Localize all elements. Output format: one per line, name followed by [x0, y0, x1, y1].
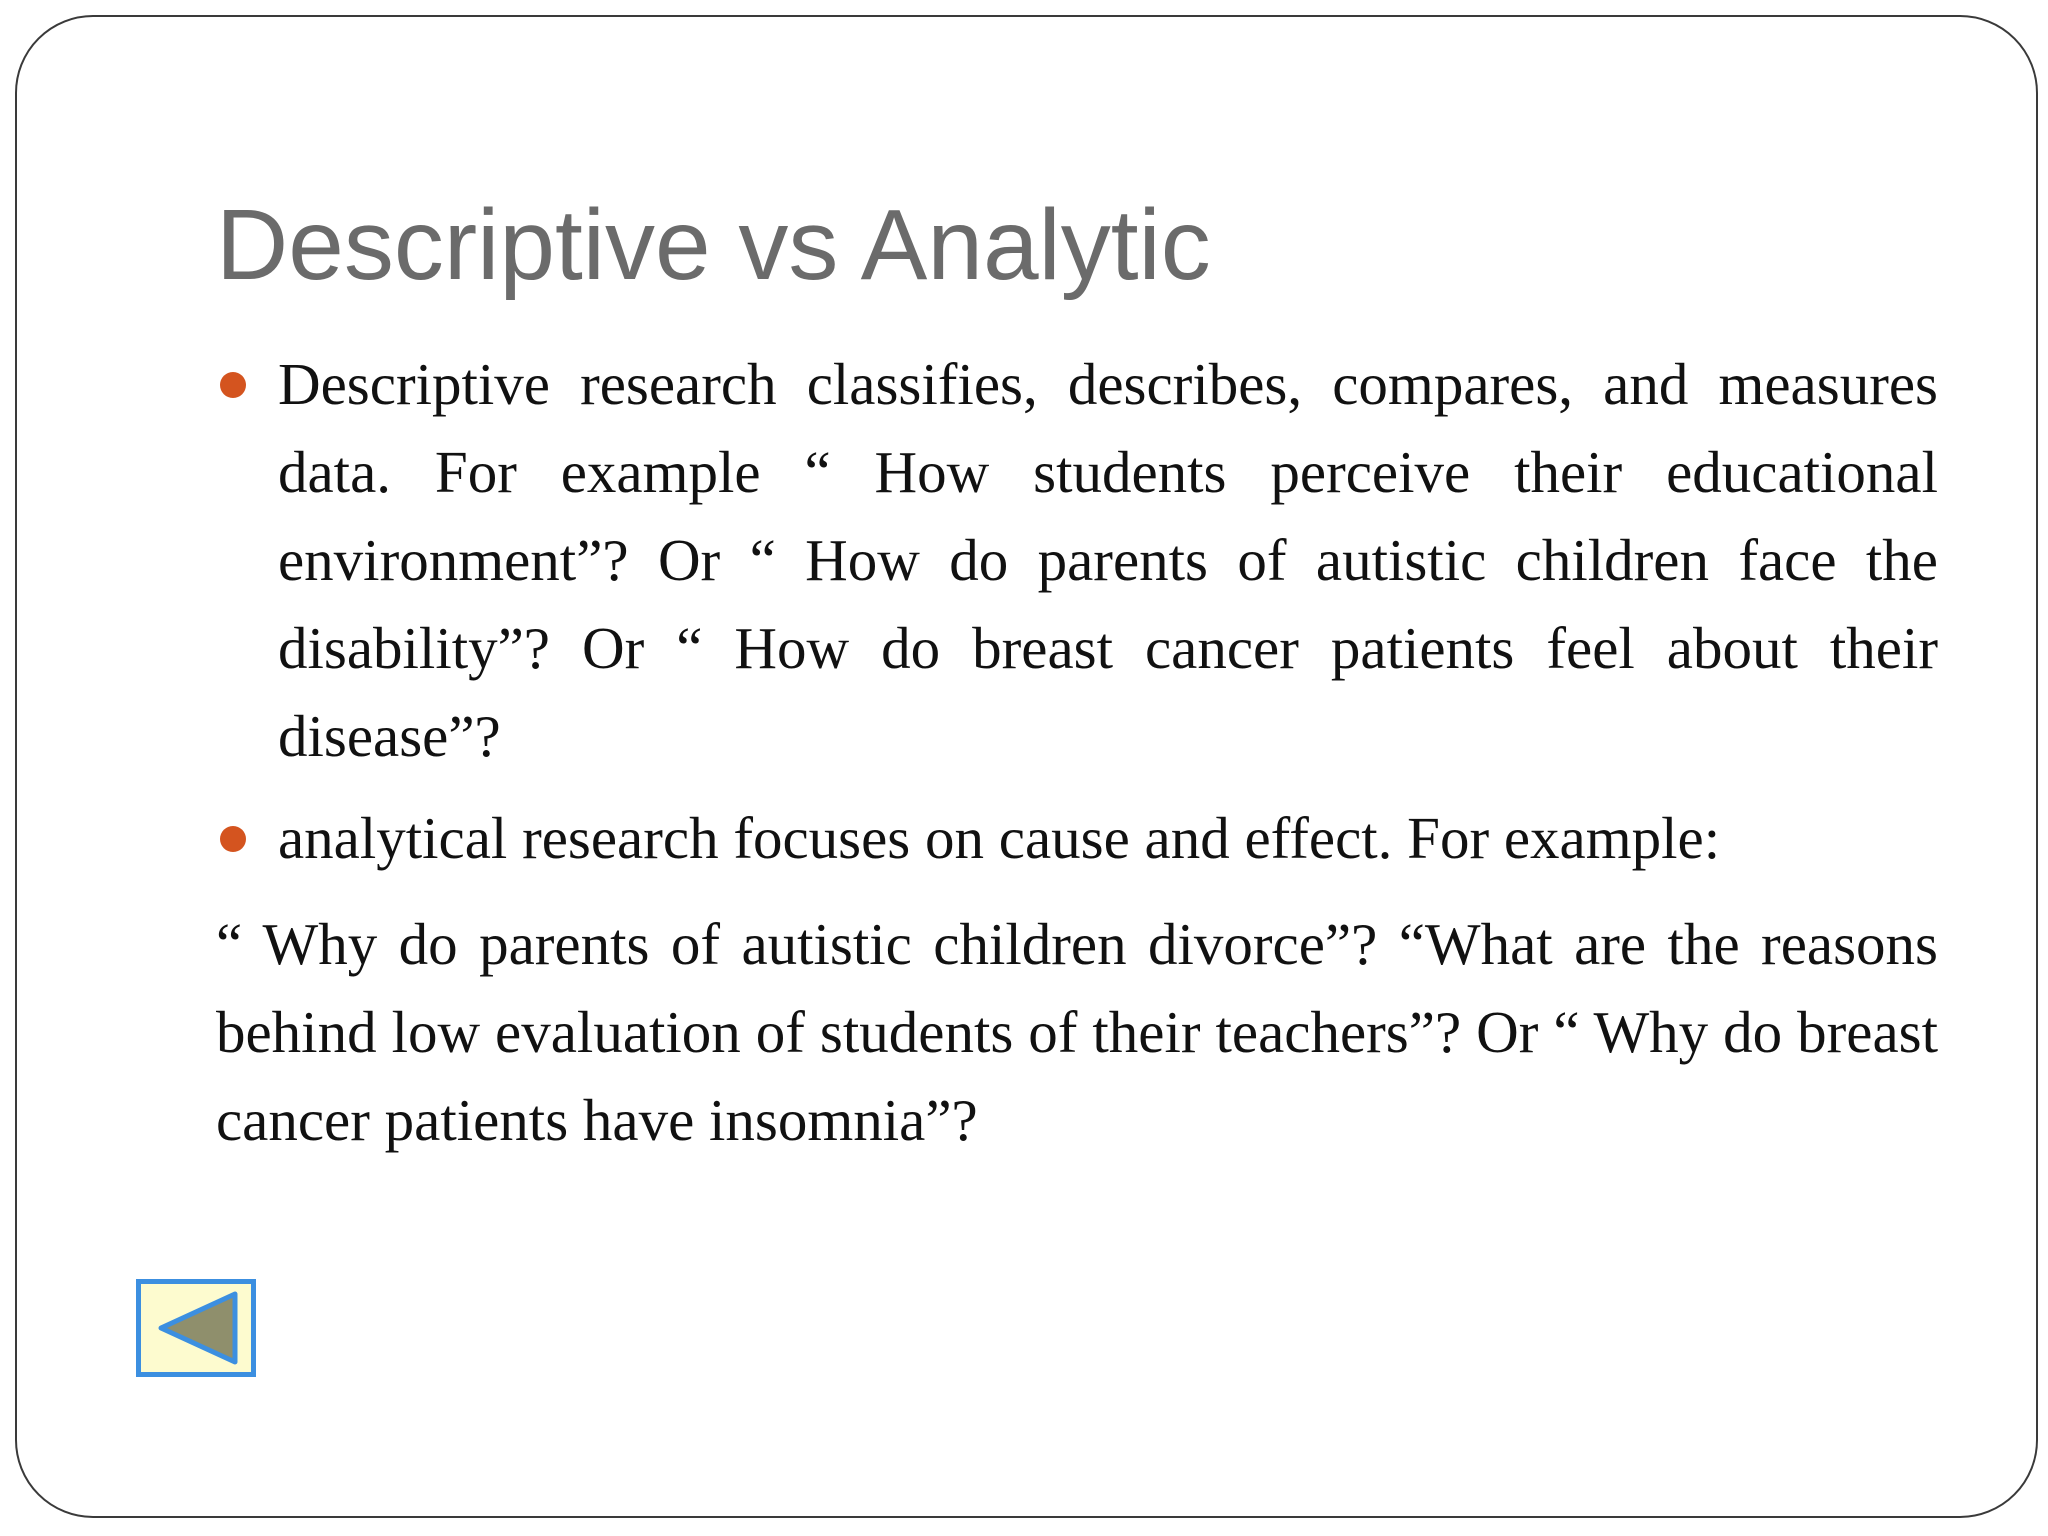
back-button[interactable]	[136, 1279, 256, 1377]
bullet-dot-icon	[220, 372, 246, 398]
bullet-item-analytical	[216, 794, 1938, 882]
slide-content	[216, 340, 1938, 1164]
triangle-left-icon	[141, 1284, 251, 1372]
bullet-text-descriptive: Descriptive research classifies, describes, compares, and measures data. For example “ How students perceive their educational environment”? Or “ How do parents of autistic children face the disability”? Or “ How do breast cancer patients feel about their disease”?	[278, 351, 1938, 769]
bullet-dot-icon	[220, 826, 246, 852]
examples-paragraph: “ Why do parents of autistic children divorce”? “What are the reasons behind low evaluation of students of their teachers”? Or “ Why do breast cancer patients have insomnia”?	[216, 911, 1938, 1153]
bullet-item-descriptive	[216, 340, 1938, 780]
bullet-text-analytical: analytical research focuses on cause and effect. For example:	[278, 805, 1721, 871]
slide-title: Descriptive vs Analytic	[216, 189, 1211, 301]
